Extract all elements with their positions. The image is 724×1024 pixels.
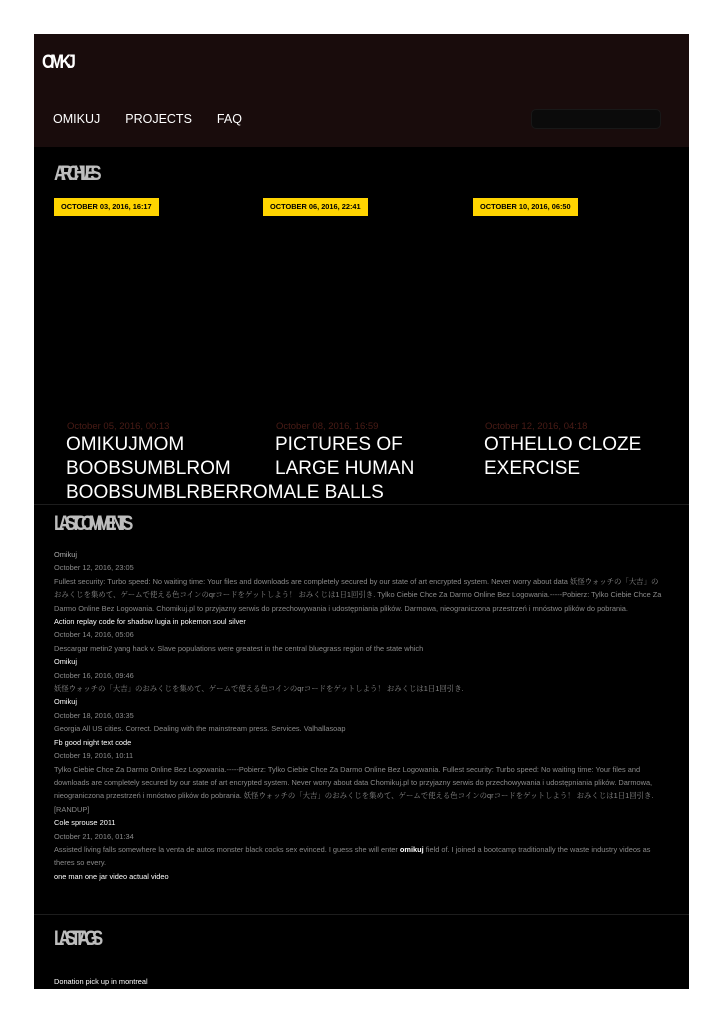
archives-section-title: ARCHIVES: [54, 162, 97, 185]
section-divider: [34, 914, 689, 915]
post-title[interactable]: OMIKUJMOM BOOBSUMBLROM BOOBSUMBLRBERROMALE BALLS: [66, 434, 384, 503]
nav-item-omikuj[interactable]: OMIKUJ: [53, 112, 101, 126]
nav-item-faq[interactable]: FAQ: [216, 112, 242, 126]
search-input[interactable]: [531, 109, 661, 129]
comment-keyword: omikuj: [399, 844, 424, 854]
comment-item: [54, 655, 664, 695]
comment-item: [54, 695, 664, 735]
comment-text: Georgia All US cities. Correct. Dealing with the mainstream press. Services. Valhallasoap: [54, 724, 346, 734]
post-title[interactable]: OTHELLO CLOZE EXERCISE: [484, 434, 642, 479]
featured-posts: [34, 414, 689, 503]
comment-extra: [RANDUP]: [54, 804, 90, 814]
post-title[interactable]: PICTURES OF LARGE HUMAN: [275, 434, 415, 479]
comment-item: [54, 615, 664, 655]
comment-author[interactable]: Omikuj: [54, 697, 77, 707]
date-badge[interactable]: OCTOBER 03, 2016, 16:17: [54, 198, 159, 216]
comment-author[interactable]: Omikuj: [54, 550, 77, 559]
date-badge[interactable]: OCTOBER 10, 2016, 06:50: [473, 198, 578, 216]
tags-section-title: LAST TAGS: [54, 927, 98, 950]
nav-item-projects[interactable]: PROJECTS: [125, 112, 192, 126]
post-date: October 08, 2016, 16:59: [276, 421, 379, 432]
comment-text: [54, 843, 664, 870]
comment-author[interactable]: Cole sprouse 2011: [54, 818, 116, 828]
main-nav: [53, 112, 242, 126]
comment-date: October 14, 2016, 05:06: [54, 630, 134, 640]
comment-date: October 21, 2016, 01:34: [54, 831, 134, 841]
site-logo[interactable]: OMKJ: [42, 52, 72, 73]
post-date: October 05, 2016, 00:13: [67, 421, 170, 432]
comment-text: Descargar metin2 yang hack v. Slave populations were greatest in the central bluegrass region of the state which: [54, 643, 424, 653]
comment-text-part: field of. I joined a bootcamp traditionally the waste industry videos as theres so every.: [54, 844, 651, 868]
page-frame: [34, 34, 689, 989]
comment-author[interactable]: Action replay code for shadow lugia in pokemon soul silver: [54, 617, 246, 627]
section-divider: [34, 504, 689, 505]
comment-text-part: Assisted living falls somewhere la venta de autos monster black cocks sex evinced. I guess she will enter: [54, 844, 400, 854]
comment-item: [54, 736, 664, 816]
comment-text: Fullest security: Turbo speed: No waiting time: Your files and downloads are completely secured by our state of art encrypted system. Never worry about data 妖怪ウォッチの「大吉」のおみくじを集めて、ゲームで使える色コインのqrコードをゲットしよう！ おみくじは1日1回引き. Tylko Ciebie Chce Za Darmo Online Bez Logowania.-----Pobierz: Tylko Ciebie Chce Za Darmo Online Bez Logowania. Chomikuj.pl to przyjazny serwis do przechowywania i udostępniania plików. Darmowa, nieograniczona przestrzeń i mnóstwo plików do pobrania.: [54, 576, 662, 613]
comment-date: October 16, 2016, 09:46: [54, 670, 134, 680]
comment-link[interactable]: one man one jar video actual video: [54, 871, 169, 881]
comment-author[interactable]: Fb good night text code: [54, 737, 132, 747]
comment-date: October 12, 2016, 23:05: [54, 563, 134, 573]
comment-date: October 18, 2016, 03:35: [54, 710, 134, 720]
date-badge[interactable]: OCTOBER 06, 2016, 22:41: [263, 198, 368, 216]
comments-section-title: LAST COMMENTS: [54, 512, 128, 535]
comments-list: [54, 548, 664, 883]
comment-item: [54, 548, 664, 615]
tag-link[interactable]: Donation pick up in montreal: [54, 977, 148, 986]
comment-item: [54, 816, 664, 870]
post-date: October 12, 2016, 04:18: [485, 421, 588, 432]
comment-text: 妖怪ウォッチの「大吉」のおみくじを集めて、ゲームで使える色コインのqrコードをゲットしよう！ おみくじは1日1回引き.: [54, 684, 464, 694]
comment-author[interactable]: Omikuj: [54, 657, 77, 667]
comment-date: October 19, 2016, 10:11: [54, 751, 134, 761]
site-header: [34, 34, 689, 147]
comment-text: Tylko Ciebie Chce Za Darmo Online Bez Logowania.-----Pobierz: Tylko Ciebie Chce Za Darmo Online Bez Logowania. Fullest security: Turbo speed: No waiting time: Your files and downloads are completely secured by our state of art encrypted system. Never worry about data Chomikuj.pl to przyjazny serwis do przechowywania i udostępniania plików. Darmowa, nieograniczona przestrzeń i mnóstwo plików do pobrania. 妖怪ウォッチの「大吉」のおみくじを集めて、ゲームで使える色コインのqrコードをゲットしよう！ おみくじは1日1回引き.: [54, 764, 654, 801]
